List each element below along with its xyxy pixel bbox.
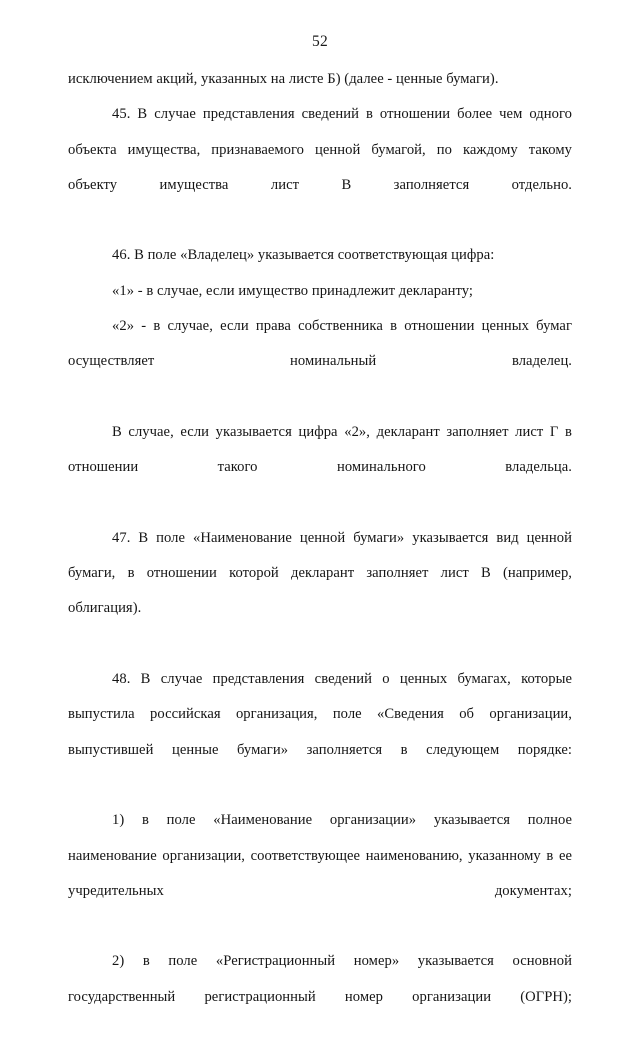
paragraph-46-note: В случае, если указывается цифра «2», декларант заполняет лист Г в отношении такого номинального владельца.: [68, 423, 572, 476]
paragraph-46: 46. В поле «Владелец» указывается соответствующая цифра:: [112, 247, 495, 264]
paragraph-48-item-1: 1) в поле «Наименование организации» указывается полное наименование организации, соответствующее наименованию, указанному в ее учредительных документах;: [68, 812, 572, 899]
paragraph-46-item-1: «1» - в случае, если имущество принадлежит декларанту;: [112, 282, 473, 299]
paragraph-45: 45. В случае представления сведений в отношении более чем одного объекта имущества, признаваемого ценной бумагой, по каждому такому объекту имущества лист В заполняется отдельно.: [68, 106, 572, 193]
paragraph-48-item-2: 2) в поле «Регистрационный номер» указывается основной государственный регистрационный номер организации (ОГРН);: [68, 953, 572, 1005]
document-body: [68, 62, 572, 1050]
page-number: 52: [312, 33, 328, 50]
paragraph-46-item-2: «2» - в случае, если права собственника в отношении ценных бумаг осуществляет номинальный владелец.: [68, 318, 572, 370]
paragraph-48: 48. В случае представления сведений о ценных бумагах, которые выпустила российская организация, поле «Сведения об организации, выпустившей ценные бумаги» заполняется в следующем порядке:: [68, 671, 572, 758]
paragraph-47: 47. В поле «Наименование ценной бумаги» указывается вид ценной бумаги, в отношении которой декларант заполняет лист В (например, облигация).: [68, 529, 572, 617]
paragraph-continuation: исключением акций, указанных на листе Б) (далее - ценные бумаги).: [68, 71, 499, 87]
